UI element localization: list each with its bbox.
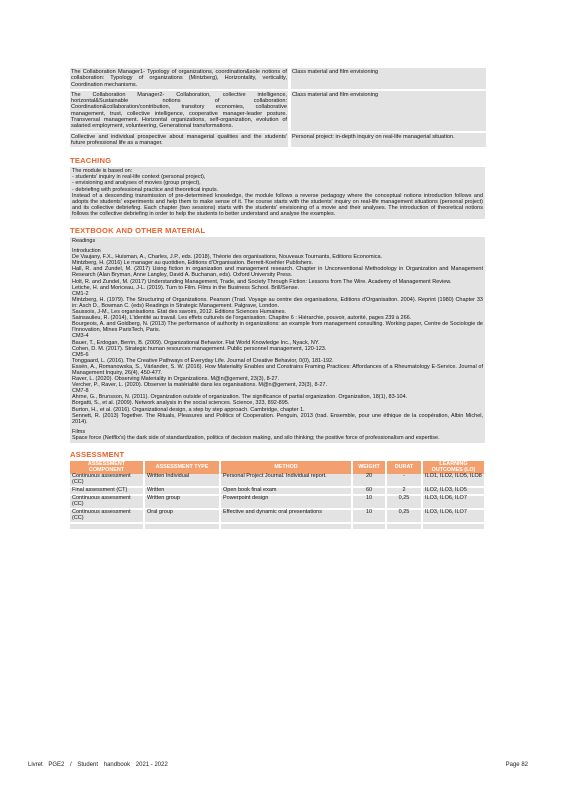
page-footer (28, 762, 528, 768)
assessment-column-header: METHOD (220, 461, 352, 474)
teaching-line: The module is based on: (72, 168, 133, 175)
readings-label: Readings (72, 238, 96, 245)
reference-item: Mintzberg, H. (2016) Le manager au quotidien, Editions d'Organisation. Berrett-Koehler Publishers. (72, 260, 314, 267)
reference-item: Tonggaard, L. (2016). The Creative Pathways of Everyday Life. Journal of Creative Behavior, 0(0), 181-192. (72, 357, 334, 364)
reference-item: Ahrne, G., Brunsson, N. (2011). Organization outside of organization. The significance of partial organization. Organization, 18(1), 83-104. (72, 394, 408, 401)
session-method: Class material and film envisioning (290, 90, 487, 132)
reference-category: CM3-4 (72, 333, 89, 340)
sessions-table (70, 68, 486, 149)
reference-item: Saussois, J-M., Les organisations. Etat des savoirs, 2012. Editions Sciences Humaines. (72, 309, 286, 316)
footer-livret: Livret (28, 762, 43, 768)
footer-page-label: Page (505, 762, 520, 768)
reference-item: Cohen, D. M. (2017). Strategic human resources management. Public personnel management, 120-123. (72, 345, 327, 352)
reference-category: CM1-2 (72, 290, 89, 297)
session-content: Collective and individual prospective about managerial qualities and the students' future professional life as a manager. (70, 132, 290, 149)
assessment-cell: Continuous assessment (CC) (70, 474, 144, 487)
reference-category: CM5-6 (72, 351, 89, 358)
assessment-row (70, 495, 485, 509)
session-content: The Collaboration Manager1- Typology of organizations, coordination&sole notions of collaboration: Typology of organizations (Mintzberg), Horizontality, verticality, Coordination mechanisms. (70, 68, 290, 90)
assessment-cell (220, 523, 352, 531)
assessment-cell: 0,25 (386, 509, 422, 523)
assessment-cell: 2 (386, 487, 422, 495)
assessment-cell (422, 523, 485, 531)
reference-item: Essén, A., Romanowska, S., Värlander, S. W. (2016). How Materiality Enables and Constrains Framing Practices: Affordances of a Rheumatology E-Service. Journal of Management Inquiry, 26(4), 450-477. (72, 363, 483, 376)
assessment-cell: ILO3, ILO6, ILO7 (422, 509, 485, 523)
footer-years: 2021 - 2022 (135, 762, 168, 768)
teaching-line: - envisioning and analyses of movies (group project), (72, 180, 201, 187)
assessment-column-header: DURAT (386, 461, 422, 474)
reference-item: Borgatti, S., et al. (2009). Network analysis in the social sciences. Science, 323, 892-895. (72, 400, 290, 407)
reference-category: Introduction (72, 248, 101, 255)
assessment-row (70, 509, 485, 523)
session-row (70, 68, 486, 90)
session-row (70, 90, 486, 132)
assessment-cell: ILO3, ILO6, ILO7 (422, 495, 485, 509)
assessment-heading: ASSESSMENT (70, 450, 125, 460)
teaching-line: - students' inquiry in real-life context (personal project), (72, 174, 206, 181)
assessment-column-header: WEIGHT (352, 461, 386, 474)
reference-item: Bauer, T., Erdogan, Berrin, B. (2009). Organizational Behavior. Flat World Knowledge Inc., Nyack, NY. (72, 339, 320, 346)
reference-item: Hall, R. and Zundel, M. (2017) Using fiction in organization and management research. Chapter in Unconventional Methodology in Organization and Management Research (Alan Bryman, Anne Langley, David A. Buchanan, eds). Oxford University Press. (72, 266, 483, 279)
footer-handbook: handbook (103, 762, 131, 768)
footer-student: Student (77, 762, 99, 768)
reference-list (72, 248, 483, 425)
teaching-line: Instead of a descending transmission of pre-determined knowledge, the module follows a reverse pedagogy where the conceptual notions introduction follows and adopts the students' experiments and help them to make sense of it. The course starts with the students' inquiry on real-life management situations (personal project) and its collective debriefing. Each chapter (two sessions) starts with the students' envisioning of a movie and their analyses. The introduction of theoretical notions follows the collective debriefing in order to help the students to better understand and analyse the examples. (72, 192, 483, 217)
reference-item: Raver, L. (2020). Observing Materiality in Organizations. M@n@gement, 23(3), 8-27. (72, 376, 280, 383)
assessment-cell: Oral group (144, 509, 220, 523)
session-row (70, 132, 486, 149)
assessment-cell: Continuous assessment (CC) (70, 495, 144, 509)
teaching-line: - debriefing with professional practice and theoretical inputs. (72, 186, 219, 193)
reference-item: De Vaujany, F.X., Huisman, A., Charles, J.P., eds. (2018), Théorie des organisations, Nouveaux Tournants, Editions Economica. (72, 254, 383, 261)
assessment-cell: Personal Project Journal. Individual report. (220, 474, 352, 487)
assessment-row (70, 487, 485, 495)
textbook-section (70, 237, 485, 443)
teaching-section (70, 167, 485, 219)
reference-item: Bourgeois, A. and Goldberg, N. (2013) The performance of authority in organizations: an example from management consulting. Working paper, Centre de Sociologie de l'Innovation, Mines ParisTech, Paris. (72, 321, 483, 334)
assessment-cell (70, 523, 144, 531)
reference-item: Sennett, R. (2013) Together. The Rituals, Pleasures and Politics of Cooperation. Penguin, 2013 (trad. Ensemble, pour une éthique de la coopération, Albin Michel, 2014). (72, 412, 483, 425)
assessment-cell: Written (144, 487, 220, 495)
textbook-heading: TEXTBOOK AND OTHER MATERIAL (70, 226, 206, 236)
reference-item: Holt, R. and Zundel, M. (2017) Understanding Management, Trade, and Society Through Fiction: Lessons from The Wire. Academy of Management Review. (72, 278, 452, 285)
assessment-cell: 10 (352, 509, 386, 523)
footer-program: PGE2 (48, 762, 65, 768)
assessment-row (70, 474, 485, 487)
page-content (70, 68, 485, 531)
assessment-column-header: LEARNING OUTCOMES (LO) (422, 461, 485, 474)
reference-item: Burton, H., et al. (2016). Organizational design, a step by step approach. Cambridge, chapter 1. (72, 406, 305, 413)
films-label: Films (72, 428, 86, 435)
reference-category: CM7-8 (72, 388, 89, 395)
films-text: Space force (Netflix's) the dark side of standardization, politics of decision making, and silo thinking; the positive force of professionalism and expertise. (72, 434, 440, 441)
assessment-cell: - (386, 474, 422, 487)
assessment-cell: ILO1, ILO2, ILO5, ILO8 (422, 474, 485, 487)
assessment-column-header: ASSESSMENT COMPONENT (70, 461, 144, 474)
assessment-empty-row (70, 523, 485, 531)
assessment-cell (352, 523, 386, 531)
assessment-cell: 10 (352, 495, 386, 509)
reference-item: Vercher, P., Raver, L. (2020). Observer la matérialité dans les organisations. M@n@gement, 23(3), 8-27. (72, 382, 328, 389)
reference-item: Mintzberg, H. (1979). The Structuring of Organizations. Pearson (Trad. Voyage au centre des organisations, Editions d'Organisation. 2004). Reprint (1980) Chapter 33 in: Asch D., Bowman C. (eds) Readings in Strategic Management. Palgrave, London. (72, 296, 483, 309)
assessment-cell: Written group (144, 495, 220, 509)
assessment-cell (144, 523, 220, 531)
assessment-cell: 60 (352, 487, 386, 495)
assessment-cell: Effective and dynamic oral presentations (220, 509, 352, 523)
assessment-cell: Open book final exam (220, 487, 352, 495)
footer-separator: / (70, 762, 72, 768)
assessment-cell: ILO2, ILO3, ILO5 (422, 487, 485, 495)
footer-page-number: 82 (521, 762, 528, 768)
session-method: Class material and film envisioning (290, 68, 487, 90)
assessment-cell: Final assessment (CT) (70, 487, 144, 495)
reference-item: Letiche, H. and Moriceau, J-L. (2019). Turn to Film. Films in the Business School. Brill/Sense. (72, 284, 300, 291)
assessment-cell: 20 (352, 474, 386, 487)
session-content: The Collaboration Manager2- Collaboration, collective intelligence, horizontal&Sustainable notions of collaboration: Coordination&collaboration/contribution, transitory economies, collaborative management, trust, collective intelligence, cooperative manager-leader posture. Transversal management. Horizontal organizations, self-organization, evolution of salaried employment, volunteering, Generational transformations. (70, 90, 290, 132)
reference-item: Sainsaulieu, R. (2014), L'identité au travail. Les effets culturels de l'organisation. Chapitre 6 : Hiérarchie, pouvoir, autorité, pages 239 à 266. (72, 315, 412, 322)
assessment-cell: Powerpoint design (220, 495, 352, 509)
assessment-column-header: ASSESSMENT TYPE (144, 461, 220, 474)
assessment-cell: Written Individual (144, 474, 220, 487)
teaching-heading: TEACHING (70, 156, 112, 166)
assessment-cell: 0,25 (386, 495, 422, 509)
assessment-cell (386, 523, 422, 531)
session-method: Personal project: in-depth inquiry on real-life managerial situation. (290, 132, 487, 149)
assessment-cell: Continuous assessment (CC) (70, 509, 144, 523)
assessment-table (70, 461, 486, 531)
